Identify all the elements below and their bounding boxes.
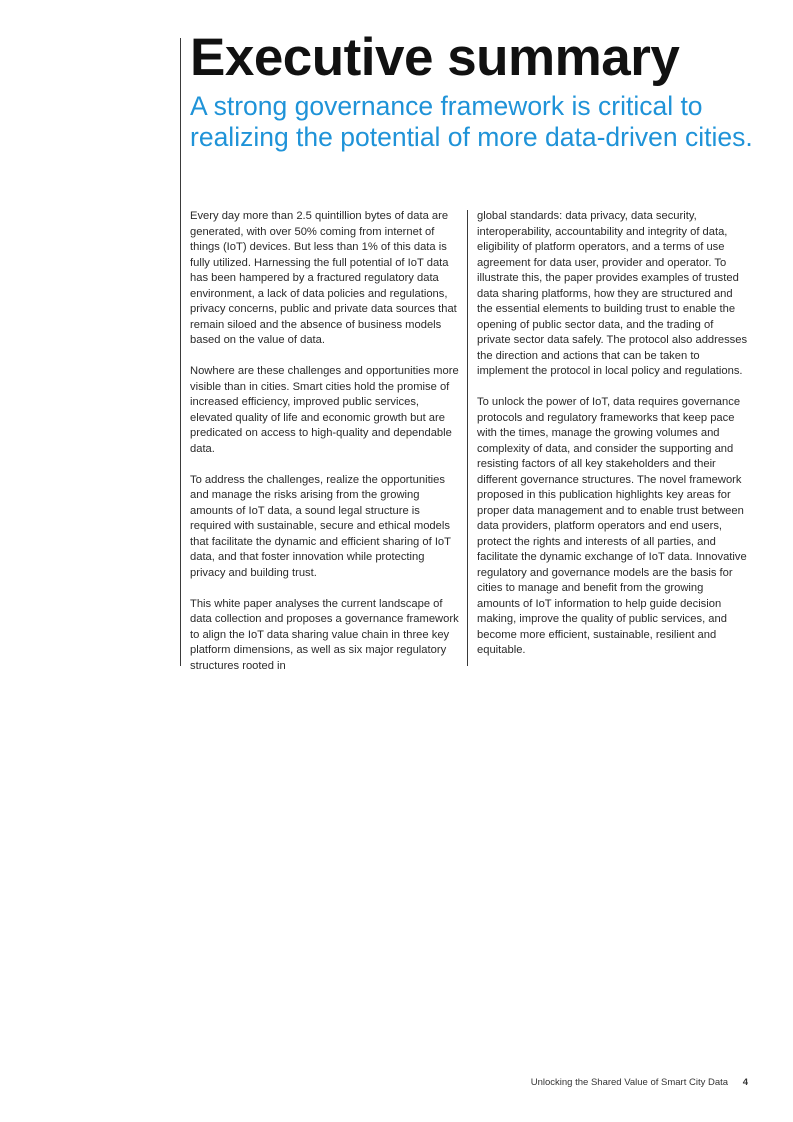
body-paragraph: To unlock the power of IoT, data requires governance protocols and regulatory frameworks that keep pace with the times, manage the growing volumes and complexity of data, and consider the supporting and resisting factors of all key stakeholders and their different governance structures. The novel framework proposed in this publication highlights key areas for proper data management and to enable trust between data providers, platform operators and end users, protect the rights and interests of all parties, and facilitate the dynamic exchange of IoT data. Innovative regulatory and governance models are the basis for cities to manage and benefit from the growing amounts of IoT information to help guide decision making, improve the quality of public services, and become more efficient, sustainable, resilient and equitable.	[477, 396, 747, 656]
page-title: Executive summary	[190, 28, 680, 87]
body-paragraph: Every day more than 2.5 quintillion bytes of data are generated, with over 50% coming from internet of things (IoT) devices. But less than 1% of this data is fully utilized. Harnessing the full potential of IoT data has been hampered by a fractured regulatory data environment, a lack of data policies and regulations, privacy concerns, public and private data sources that remain siloed and the absence of business models based on the value of data.	[190, 210, 457, 346]
right-column	[477, 209, 749, 659]
left-column	[190, 209, 462, 674]
page-footer	[531, 1077, 748, 1088]
body-paragraph: Nowhere are these challenges and opportunities more visible than in cities. Smart cities hold the promise of increased efficiency, improved public services, elevated quality of life and economic growth but are predicated on access to high-quality and dependable data.	[190, 365, 459, 455]
footer-page-number: 4	[742, 1077, 748, 1088]
column-divider-rule	[467, 210, 468, 666]
left-vertical-rule	[180, 38, 181, 666]
page-subtitle: A strong governance framework is critical to realizing the potential of more data-driven cities.	[190, 91, 753, 152]
body-paragraph: To address the challenges, realize the opportunities and manage the risks arising from the growing amounts of IoT data, a sound legal structure is required with sustainable, secure and ethical models that facilitate the dynamic and efficient sharing of IoT data, and that foster innovation while protecting privacy and building trust.	[190, 473, 451, 579]
body-paragraph: global standards: data privacy, data security, interoperability, accountability and integrity of data, eligibility of platform operators, and a terms of use agreement for data user, provider and operator. To illustrate this, the paper provides examples of trusted data sharing platforms, how they are structured and the essential elements to building trust to enable the opening of public sector data, and the trading of private sector data safely. The protocol also addresses the direction and actions that can be taken to implement the protocol in local policy and regulations.	[477, 210, 748, 377]
body-paragraph: This white paper analyses the current landscape of data collection and proposes a governance framework to align the IoT data sharing value chain in three key platform dimensions, as well as six major regulatory structures rooted in	[190, 597, 459, 672]
footer-publication-title: Unlocking the Shared Value of Smart City Data	[530, 1077, 729, 1088]
